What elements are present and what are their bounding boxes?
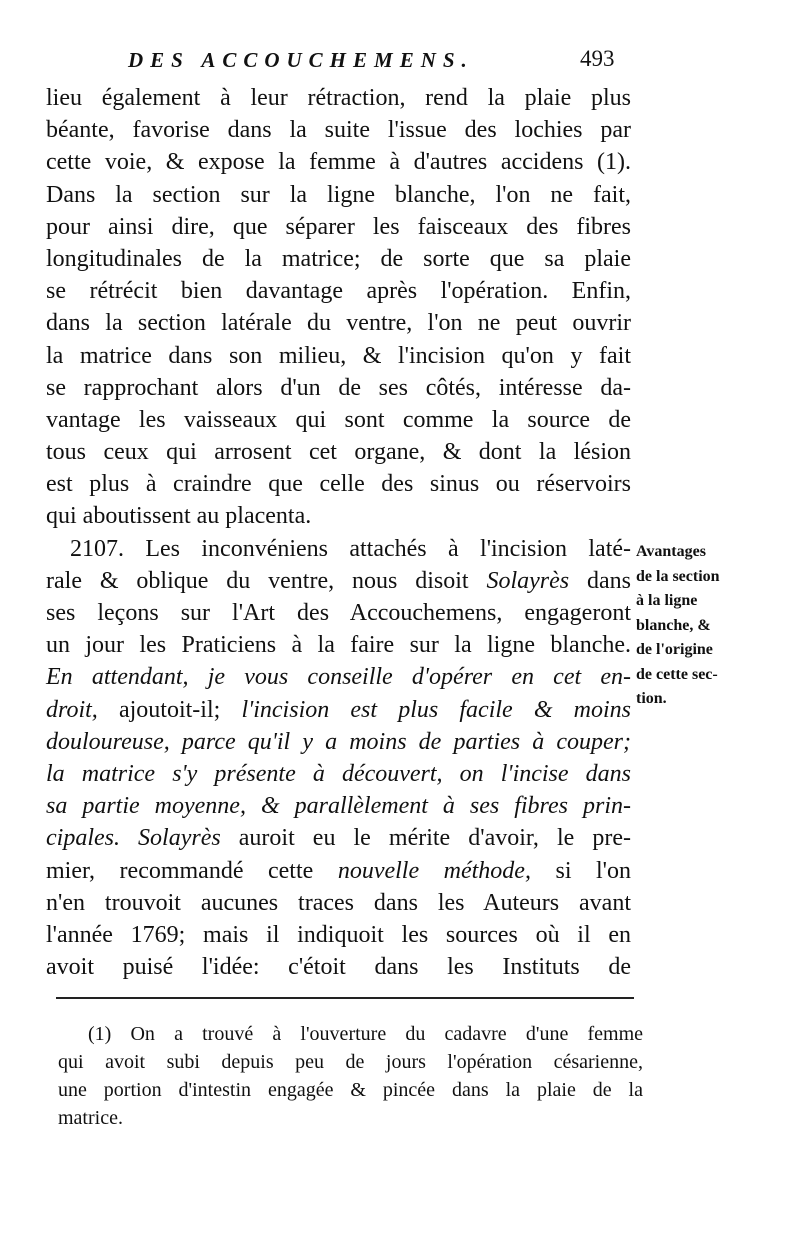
quoted-span: cipales. xyxy=(46,825,120,852)
footnote xyxy=(58,1020,643,1132)
margin-line: tion. xyxy=(636,690,667,707)
author-name: Solayrès xyxy=(486,567,570,594)
running-title: DES ACCOUCHEMENS. xyxy=(128,48,474,72)
text-span: si l'on xyxy=(555,857,632,884)
text-line: dans la section latérale du ventre, l'on ne peut ouvrir xyxy=(46,310,631,337)
text-line: la matrice dans son milieu, & l'incision qu'on y fait xyxy=(46,342,631,369)
quoted-span: droit, xyxy=(46,696,98,723)
text-line: qui aboutissent au placenta. xyxy=(46,503,312,530)
text-line: longitudinales de la matrice; de sorte que sa plaie xyxy=(46,245,631,272)
footnote-line: matrice. xyxy=(58,1107,123,1129)
margin-line: Avantages xyxy=(636,543,706,560)
margin-line: à la ligne xyxy=(636,592,698,609)
footnote-line: (1) On a trouvé à l'ouverture du cadavre d'une femme xyxy=(88,1023,643,1045)
text-line: tous ceux qui arrosent cet organe, & dont la lésion xyxy=(46,439,631,466)
text-span: auroit eu le mérite d'avoir, le pre- xyxy=(238,825,632,852)
page-number: 493 xyxy=(580,46,615,71)
text-line xyxy=(46,855,631,887)
text-span: dans xyxy=(587,567,632,594)
text-line: cette voie, & expose la femme à d'autres accidens (1). xyxy=(46,149,631,176)
text-line xyxy=(46,822,631,854)
text-line: se rétrécit bien davantage après l'opération. Enfin, xyxy=(46,278,631,305)
text-line xyxy=(46,565,631,597)
margin-line: blanche, & xyxy=(636,616,711,634)
text-line: n'en trouvoit aucunes traces dans les Auteurs avant xyxy=(46,889,631,916)
text-line xyxy=(46,694,631,726)
quoted-line: En attendant, je vous conseille d'opérer en cet en- xyxy=(46,664,631,691)
text-line: se rapprochant alors d'un de ses côtés, intéresse da- xyxy=(46,374,631,401)
text-span: ajoutoit-il; xyxy=(118,696,221,723)
quoted-line: sa partie moyenne, & parallèlement à ses fibres prin- xyxy=(46,793,631,820)
margin-note xyxy=(636,540,776,712)
margin-line: de cette sec- xyxy=(636,665,718,683)
emphasis-span: nouvelle méthode, xyxy=(337,857,531,884)
text-line: avoit puisé l'idée: c'étoit dans les Instituts de xyxy=(46,954,631,981)
text-line: vantage les vaisseaux qui sont comme la source de xyxy=(46,406,631,433)
text-line: pour ainsi dire, que séparer les faisceaux des fibres xyxy=(46,213,631,240)
paragraph-start-2107: 2107. Les inconvéniens attachés à l'incision laté- xyxy=(70,535,631,562)
main-text xyxy=(46,82,631,983)
text-line: l'année 1769; mais il indiquoit les sources où il en xyxy=(46,921,631,948)
text-line: ses leçons sur l'Art des Accouchemens, engageront xyxy=(46,600,631,626)
footnote-line: qui avoit subi depuis peu de jours l'opération césarienne, xyxy=(58,1051,643,1073)
text-line: Dans la section sur la ligne blanche, l'on ne fait, xyxy=(46,181,631,208)
quoted-line: la matrice s'y présente à découvert, on l'incise dans xyxy=(46,760,631,787)
text-line: un jour les Praticiens à la faire sur la ligne blanche. xyxy=(46,632,631,659)
quoted-line: douloureuse, parce qu'il y a moins de parties à couper; xyxy=(46,728,631,755)
author-name: Solayrès xyxy=(138,825,221,852)
margin-line: de l'origine xyxy=(636,641,713,658)
margin-line: de la section xyxy=(636,567,720,585)
text-line: béante, favorise dans la suite l'issue des lochies par xyxy=(46,117,631,144)
text-line: est plus à craindre que celle des sinus ou réservoirs xyxy=(46,471,631,498)
text-line: lieu également à leur rétraction, rend la plaie plus xyxy=(46,85,631,111)
footnote-line: une portion d'intestin engagée & pincée dans la plaie de la xyxy=(58,1079,643,1101)
quoted-span: l'incision est plus facile & moins xyxy=(241,696,631,723)
text-span: mier, recommandé cette xyxy=(46,857,314,884)
footnote-rule xyxy=(56,997,634,999)
text-span: rale & oblique du ventre, nous disoit xyxy=(46,567,469,594)
